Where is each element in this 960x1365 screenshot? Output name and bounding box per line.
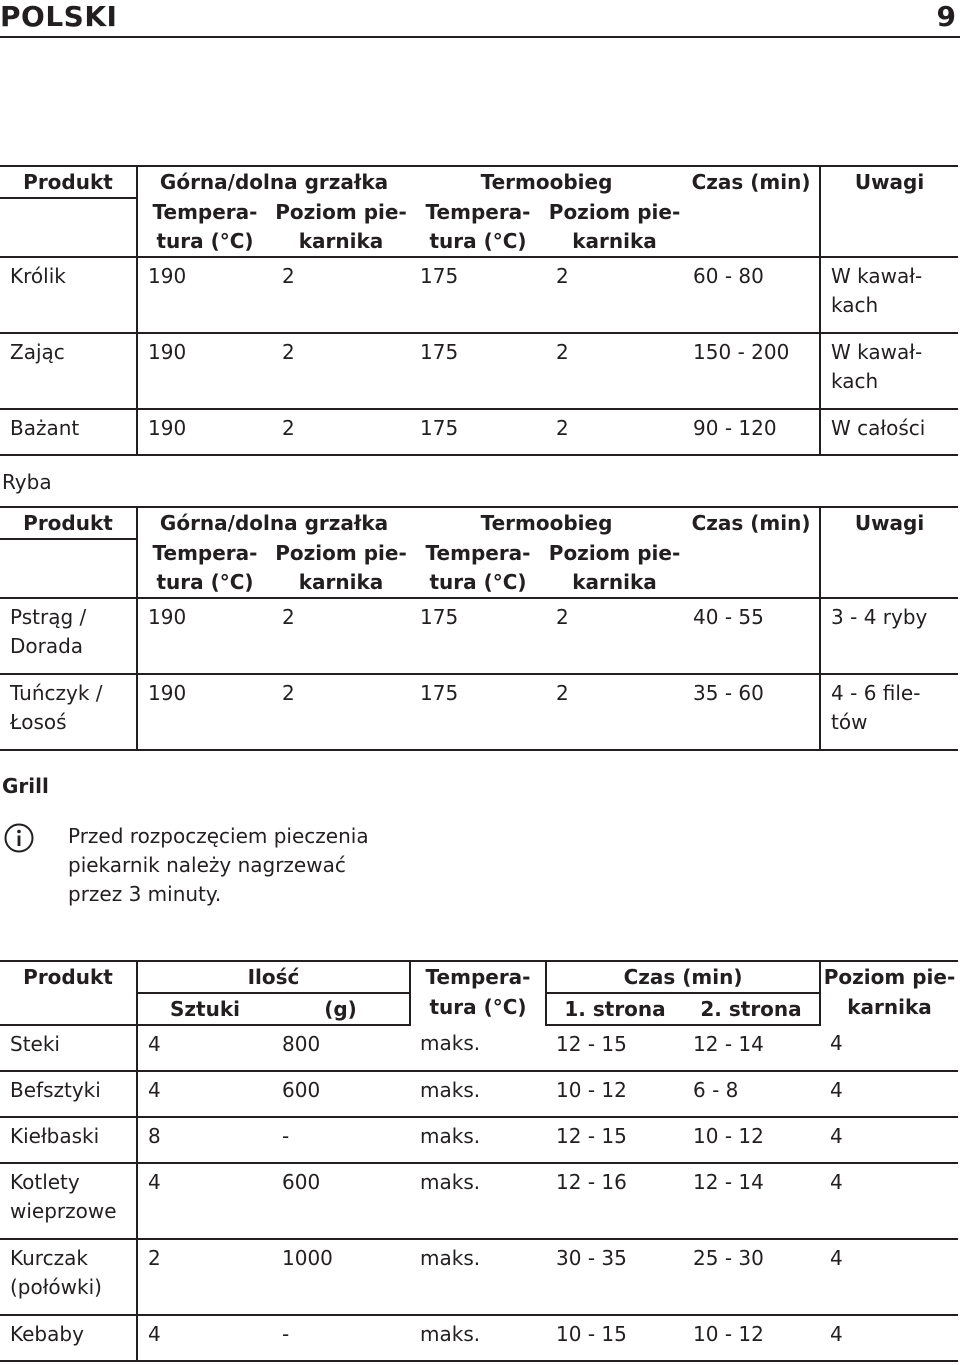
cell-time: 60 - 80 (683, 257, 820, 333)
col-notes: Uwagi (820, 166, 958, 198)
col-product: Produkt (0, 166, 137, 198)
col-level1: Poziom pie- karnika (272, 539, 410, 598)
header-rule (0, 36, 960, 38)
cell-side2: 6 - 8 (683, 1071, 820, 1117)
cell-notes: 4 - 6 file- tów (820, 674, 958, 750)
col-temp1: Tempera- tura (°C) (137, 539, 272, 598)
cell-product: Kebaby (0, 1315, 137, 1361)
cell-level1: 2 (272, 409, 410, 455)
col-level1: Poziom pie- karnika (272, 198, 410, 257)
table-row (0, 1315, 958, 1361)
cell-side2: 10 - 12 (683, 1117, 820, 1163)
col-top-bottom-heat: Górna/dolna grzałka (137, 507, 410, 539)
table-row (0, 1163, 958, 1239)
cell-product: Królik (0, 257, 137, 333)
cell-level1: 2 (272, 598, 410, 674)
cell-grams: 600 (272, 1163, 410, 1239)
col-time-sub (683, 539, 820, 598)
cell-notes: W całości (820, 409, 958, 455)
cell-side1: 30 - 35 (546, 1239, 683, 1315)
cell-temp2: 175 (410, 257, 546, 333)
cell-temp1: 190 (137, 674, 272, 750)
cell-temp1: 190 (137, 257, 272, 333)
info-line: Przed rozpoczęciem pieczenia (68, 824, 369, 848)
col-side2: 2. strona (683, 993, 820, 1025)
cell-temp2: 175 (410, 674, 546, 750)
col-level2: Poziom pie- karnika (546, 198, 683, 257)
table-row (0, 1117, 958, 1163)
section-title-grill: Grill (2, 774, 49, 798)
cell-level2: 2 (546, 598, 683, 674)
col-product: Produkt (0, 507, 137, 539)
col-temp: Tempera- tura (°C) (410, 961, 546, 1025)
section-title-fish: Ryba (2, 470, 52, 494)
table-row (0, 333, 958, 409)
table-row (0, 409, 958, 455)
cell-product: Bażant (0, 409, 137, 455)
cell-grams: 800 (272, 1025, 410, 1071)
cell-temp: maks. (410, 1117, 546, 1163)
page-language: POLSKI (0, 0, 118, 33)
cell-temp1: 190 (137, 598, 272, 674)
table-row (0, 1025, 958, 1071)
col-notes-sub (820, 198, 958, 257)
cell-temp1: 190 (137, 333, 272, 409)
cell-product: Kotlety wieprzowe (0, 1163, 137, 1239)
info-line: przez 3 minuty. (68, 882, 222, 906)
cell-pieces: 8 (137, 1117, 272, 1163)
col-notes: Uwagi (820, 507, 958, 539)
cell-side2: 10 - 12 (683, 1315, 820, 1361)
col-product: Produkt (0, 961, 137, 993)
cell-temp1: 190 (137, 409, 272, 455)
cell-level2: 2 (546, 409, 683, 455)
col-level: Poziom pie- karnika (820, 961, 958, 1025)
cell-level2: 2 (546, 333, 683, 409)
fish-table (0, 506, 958, 751)
cell-grams: 1000 (272, 1239, 410, 1315)
grill-table (0, 960, 958, 1362)
cell-pieces: 4 (137, 1071, 272, 1117)
cell-grams: - (272, 1117, 410, 1163)
cell-side1: 12 - 16 (546, 1163, 683, 1239)
cell-level: 4 (820, 1239, 958, 1315)
cell-product: Kiełbaski (0, 1117, 137, 1163)
col-side1: 1. strona (546, 993, 683, 1025)
cell-temp: maks. (410, 1071, 546, 1117)
cell-time: 40 - 55 (683, 598, 820, 674)
cell-side2: 12 - 14 (683, 1025, 820, 1071)
cell-grams: - (272, 1315, 410, 1361)
cell-time: 90 - 120 (683, 409, 820, 455)
table-row (0, 674, 958, 750)
cell-level: 4 (820, 1071, 958, 1117)
cell-time: 150 - 200 (683, 333, 820, 409)
cell-pieces: 4 (137, 1025, 272, 1071)
col-pieces: Sztuki (137, 993, 272, 1025)
col-top-bottom-heat: Górna/dolna grzałka (137, 166, 410, 198)
cell-level: 4 (820, 1163, 958, 1239)
cell-temp: maks. (410, 1025, 546, 1071)
cell-side2: 12 - 14 (683, 1163, 820, 1239)
table-row (0, 1239, 958, 1315)
cell-grams: 600 (272, 1071, 410, 1117)
info-note (68, 822, 428, 909)
col-temp2: Tempera- tura (°C) (410, 198, 546, 257)
table-row (0, 257, 958, 333)
cell-level1: 2 (272, 257, 410, 333)
cell-temp: maks. (410, 1315, 546, 1361)
cell-side1: 12 - 15 (546, 1025, 683, 1071)
cell-product: Zając (0, 333, 137, 409)
col-fan-heat: Termoobieg (410, 166, 683, 198)
cell-pieces: 4 (137, 1163, 272, 1239)
cell-product: Kurczak (połówki) (0, 1239, 137, 1315)
page-number: 9 (936, 0, 956, 33)
table-row (0, 1071, 958, 1117)
cell-product: Pstrąg / Dorada (0, 598, 137, 674)
cell-product: Tuńczyk / Łosoś (0, 674, 137, 750)
col-quantity: Ilość (137, 961, 410, 993)
cell-notes: W kawał- kach (820, 257, 958, 333)
info-line: piekarnik należy nagrzewać (68, 853, 346, 877)
cell-time: 35 - 60 (683, 674, 820, 750)
cell-side2: 25 - 30 (683, 1239, 820, 1315)
col-product-sub (0, 993, 137, 1025)
col-level2: Poziom pie- karnika (546, 539, 683, 598)
cell-product: Befsztyki (0, 1071, 137, 1117)
cell-pieces: 4 (137, 1315, 272, 1361)
col-product-sub (0, 539, 137, 598)
cell-level2: 2 (546, 257, 683, 333)
col-product-sub (0, 198, 137, 257)
info-icon (4, 823, 34, 853)
cell-pieces: 2 (137, 1239, 272, 1315)
cell-level2: 2 (546, 674, 683, 750)
col-time: Czas (min) (683, 166, 820, 198)
cell-level: 4 (820, 1315, 958, 1361)
cell-notes: 3 - 4 ryby (820, 598, 958, 674)
col-notes-sub (820, 539, 958, 598)
cell-temp2: 175 (410, 598, 546, 674)
cell-temp: maks. (410, 1239, 546, 1315)
cell-side1: 10 - 15 (546, 1315, 683, 1361)
cell-level1: 2 (272, 674, 410, 750)
cell-temp2: 175 (410, 333, 546, 409)
cell-level1: 2 (272, 333, 410, 409)
col-time: Czas (min) (546, 961, 820, 993)
cell-temp2: 175 (410, 409, 546, 455)
col-temp2: Tempera- tura (°C) (410, 539, 546, 598)
cell-level: 4 (820, 1117, 958, 1163)
col-temp1: Tempera- tura (°C) (137, 198, 272, 257)
game-table (0, 165, 958, 456)
col-time-sub (683, 198, 820, 257)
cell-side1: 12 - 15 (546, 1117, 683, 1163)
col-grams: (g) (272, 993, 410, 1025)
col-time: Czas (min) (683, 507, 820, 539)
table-row (0, 598, 958, 674)
cell-product: Steki (0, 1025, 137, 1071)
cell-level: 4 (820, 1025, 958, 1071)
col-fan-heat: Termoobieg (410, 507, 683, 539)
cell-notes: W kawał- kach (820, 333, 958, 409)
cell-temp: maks. (410, 1163, 546, 1239)
cell-side1: 10 - 12 (546, 1071, 683, 1117)
